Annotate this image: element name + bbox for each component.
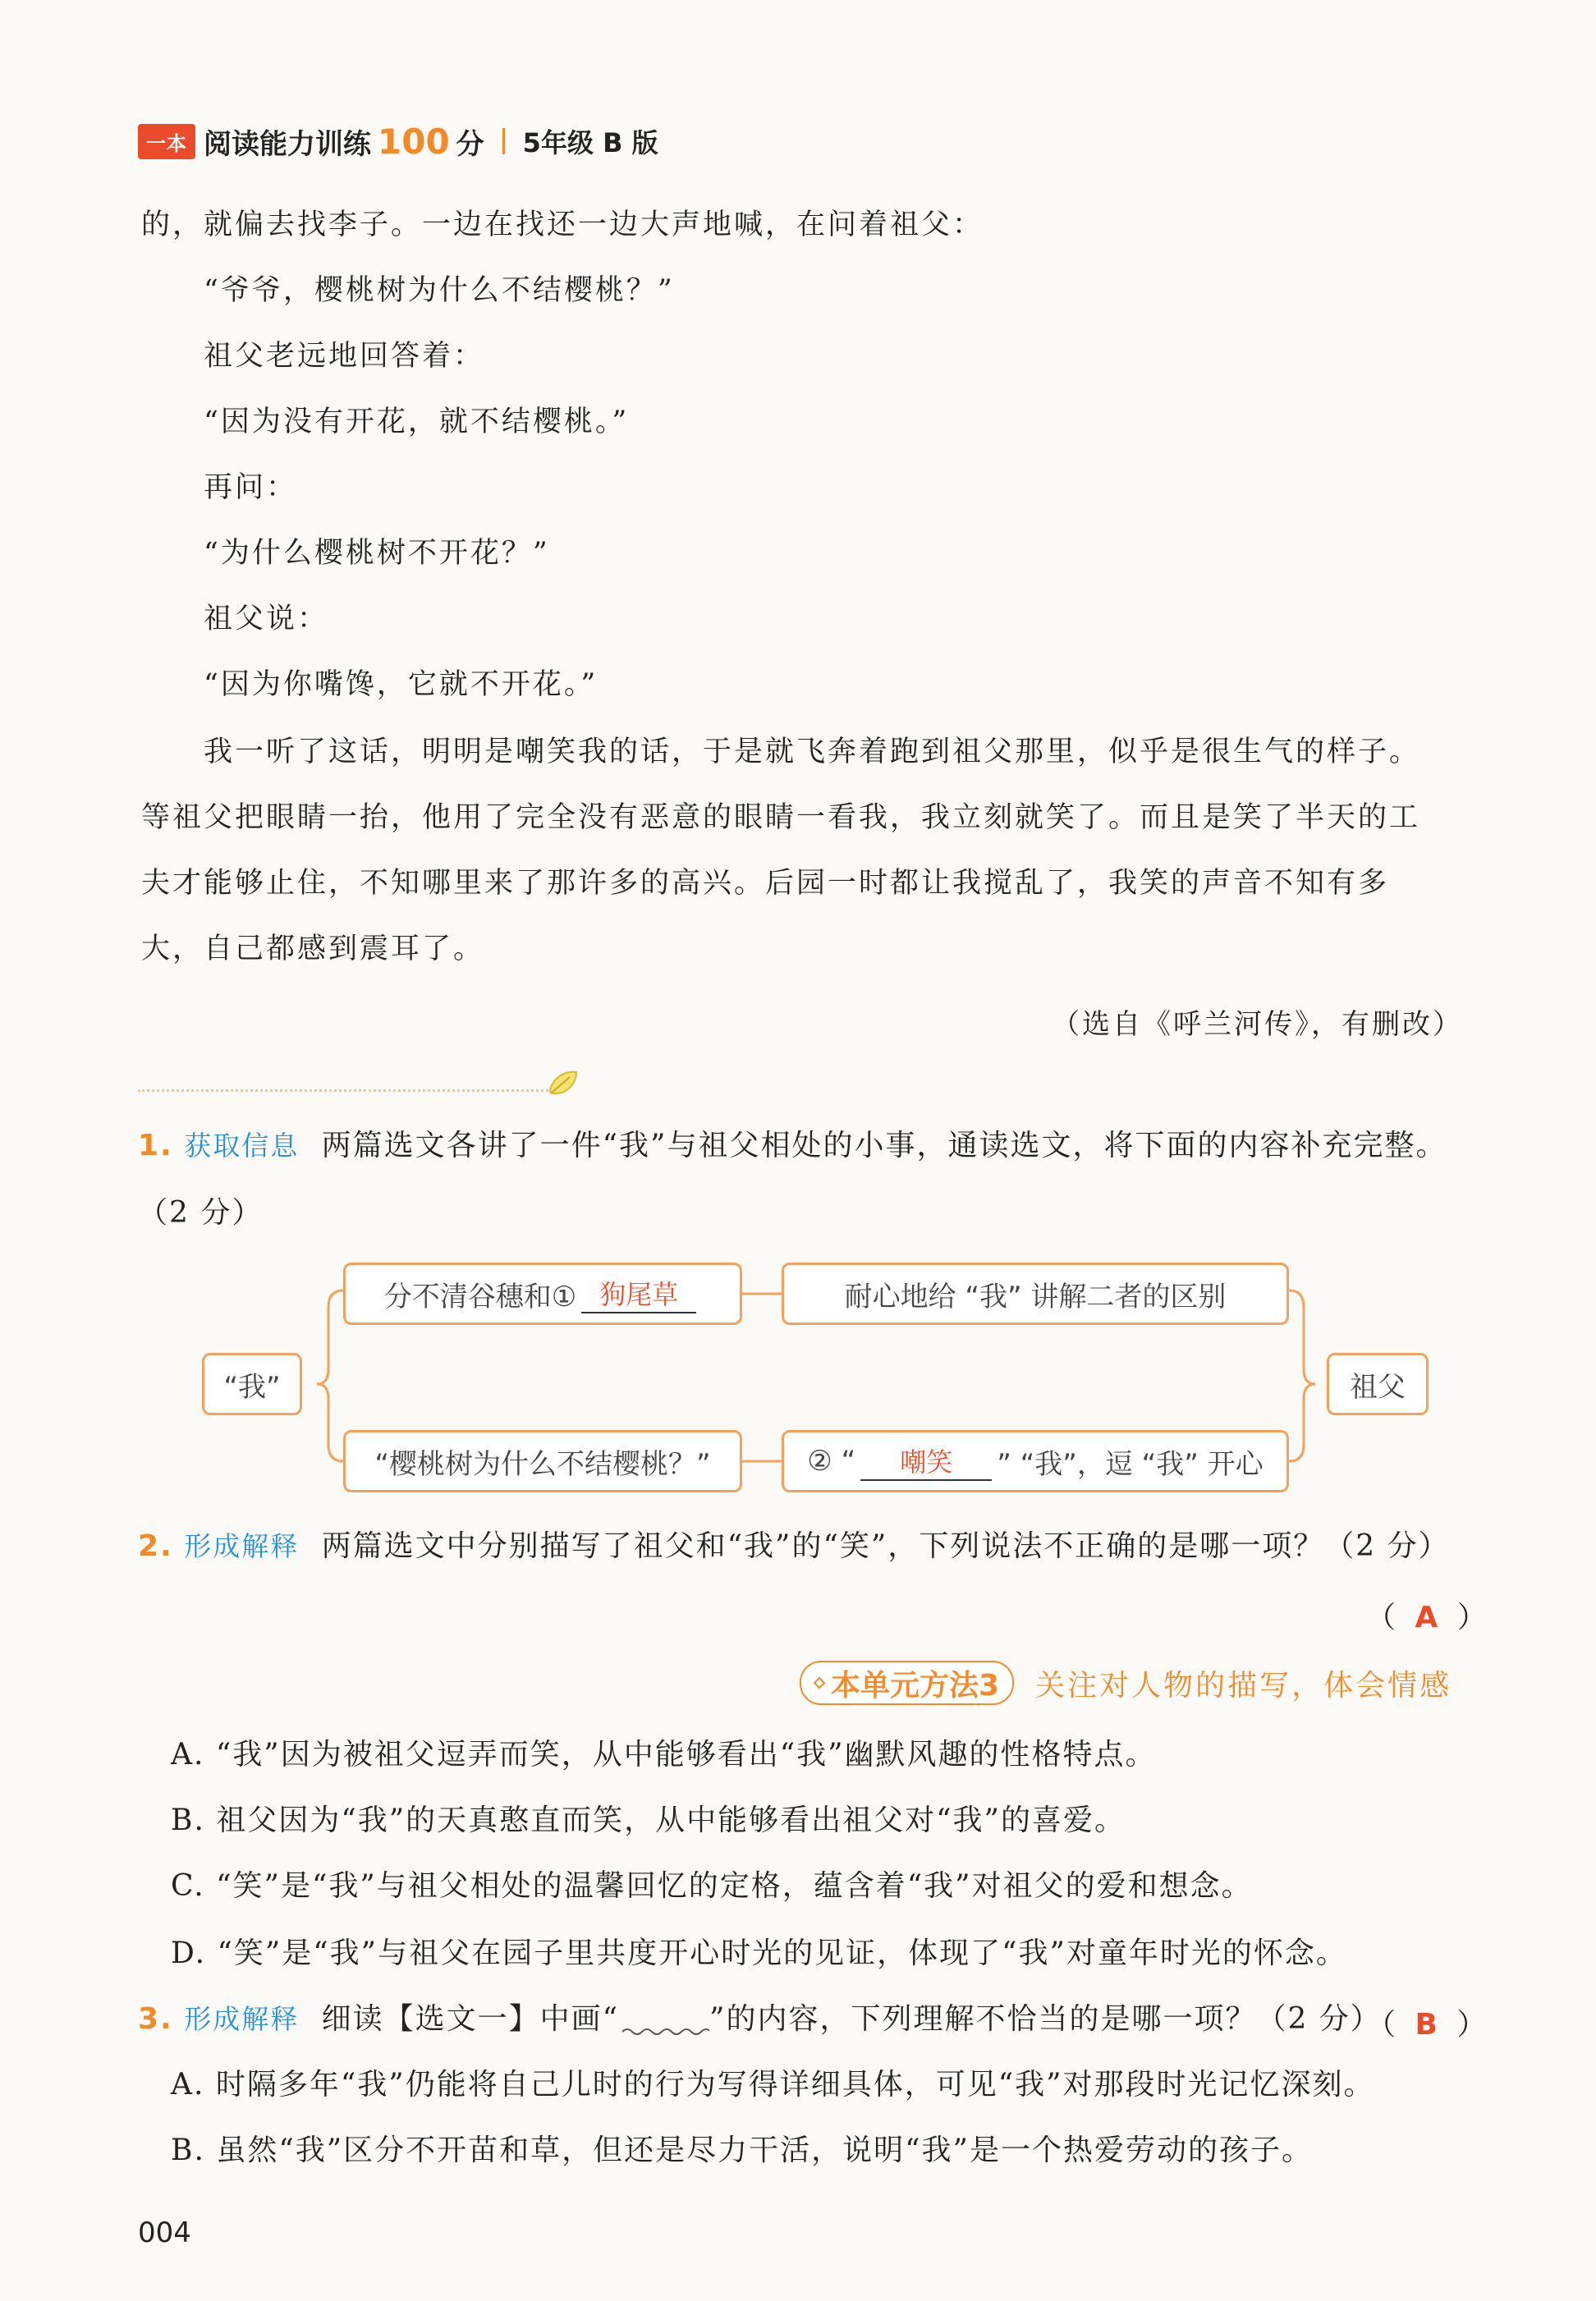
passage-line: “因为你嘴馋，它就不开花。” xyxy=(204,668,598,701)
answer-choice[interactable]: A xyxy=(1415,1601,1443,1634)
passage-line: 我一听了这话，明明是嘲笑我的话，于是就飞奔着跑到祖父那里，似乎是很生气的样子。 xyxy=(204,736,1421,768)
page-number: 004 xyxy=(138,2216,191,2249)
method-text: 关注对人物的描写，体会情感 xyxy=(1035,1668,1452,1703)
book-title: 阅读能力训练 xyxy=(204,127,371,161)
option-b: B. 祖父因为“我”的天真憨直而笑，从中能够看出祖父对“我”的喜爱。 xyxy=(171,1804,1126,1837)
passage-line: 的，就偏去找李子。一边在找还一边大声地喊，在问着祖父： xyxy=(141,209,984,241)
passage-line: 祖父老远地回答着： xyxy=(204,340,485,373)
passage-line: “为什么樱桃树不开花？” xyxy=(204,537,550,570)
question-text: 两篇选文中分别描写了祖父和“我”的“笑”，下列说法不正确的是哪一项？（2 分） xyxy=(321,1529,1450,1563)
answer-bracket-q2: （ A ） xyxy=(1366,1601,1492,1634)
question-points: （2 分） xyxy=(138,1196,264,1230)
passage-line: 夫才能够止住，不知哪里来了那许多的高兴。后园一时都让我搅乱了，我笑的声音不知有多 xyxy=(141,867,1390,900)
diagram-text: 分不清谷穗和① xyxy=(383,1280,577,1313)
diagram-node-top-left xyxy=(343,1263,742,1325)
passage-line: 再问： xyxy=(204,471,298,504)
passage-source: （选自《呼兰河传》，有删改） xyxy=(1052,1008,1463,1041)
option-a: A. “我”因为被祖父逗弄而笑，从中能够看出“我”幽默风趣的性格特点。 xyxy=(171,1738,1157,1772)
passage-line: 大，自己都感到震耳了。 xyxy=(141,933,485,965)
question-tag: 获取信息 xyxy=(184,1130,300,1162)
question-text: 细读【选文一】中画“ xyxy=(321,2002,620,2036)
wavy-underline-icon xyxy=(619,2014,709,2038)
question-number: 3. xyxy=(138,2002,173,2036)
passage-line: 祖父说： xyxy=(204,603,329,635)
method-tag xyxy=(800,1661,1014,1705)
book-score-unit: 分 xyxy=(456,127,484,161)
passage-line: 等祖父把眼睛一抬，他用了完全没有恶意的眼睛一看我，我立刻就笑了。而且是笑了半天的工 xyxy=(141,801,1421,834)
passage-line: “爷爷，樱桃树为什么不结樱桃？” xyxy=(204,274,675,307)
diagram-node-bottom-right xyxy=(782,1430,1289,1492)
option-d: D. “笑”是“我”与祖父在园子里共度开心时光的见证，体现了“我”对童年时光的怀念。 xyxy=(171,1937,1347,1970)
option-b: B. 虽然“我”区分不开苗和草，但还是尽力干活，说明“我”是一个热爱劳动的孩子。 xyxy=(171,2134,1313,2167)
diagram-node-top-right: 耐心地给 “我” 讲解二者的区别 xyxy=(782,1263,1289,1325)
option-a: A. 时隔多年“我”仍能将自己儿时的行为写得详细具体，可见“我”对那段时光记忆深刻。 xyxy=(171,2068,1375,2102)
book-score: 100 xyxy=(378,121,450,162)
question-number: 1. xyxy=(138,1129,173,1162)
diagram-node-bottom-left: “樱桃树为什么不结樱桃？” xyxy=(343,1430,742,1492)
diagram-node-me: “我” xyxy=(202,1353,302,1415)
question-3 xyxy=(138,2001,1382,2038)
answer-blank-1[interactable]: 狗尾草 xyxy=(581,1274,696,1313)
diamond-icon xyxy=(813,1676,826,1689)
question-text: 两篇选文各讲了一件“我”与祖父相处的小事，通读选文，将下面的内容补充完整。 xyxy=(321,1129,1447,1162)
brand-logo: 一本 xyxy=(138,124,195,159)
diagram-node-grandfather: 祖父 xyxy=(1327,1353,1429,1415)
method-label: 本单元方法3 xyxy=(831,1668,1000,1703)
diagram-text: ” “我”，逗 “我” 开心 xyxy=(997,1447,1264,1481)
question-text: ”的内容，下列理解不恰当的是哪一项？（2 分） xyxy=(709,2002,1382,2036)
answer-blank-2[interactable]: 嘲笑 xyxy=(860,1442,992,1481)
question-tag: 形成解释 xyxy=(184,2003,300,2035)
diagram-text: ② “ xyxy=(807,1445,856,1478)
question-2 xyxy=(138,1529,1450,1565)
book-grade: 5年级 B 版 xyxy=(522,127,658,158)
question-number: 2. xyxy=(138,1529,173,1563)
question-tag: 形成解释 xyxy=(184,1530,300,1562)
option-c: C. “笑”是“我”与祖父相处的温馨回忆的定格，蕴含着“我”对祖父的爱和想念。 xyxy=(171,1869,1253,1903)
answer-bracket-q3: （ B ） xyxy=(1366,2008,1492,2042)
answer-choice[interactable]: B xyxy=(1415,2008,1442,2042)
unit-method-banner xyxy=(800,1662,1452,1704)
passage-line: “因为没有开花，就不结樱桃。” xyxy=(204,406,630,438)
